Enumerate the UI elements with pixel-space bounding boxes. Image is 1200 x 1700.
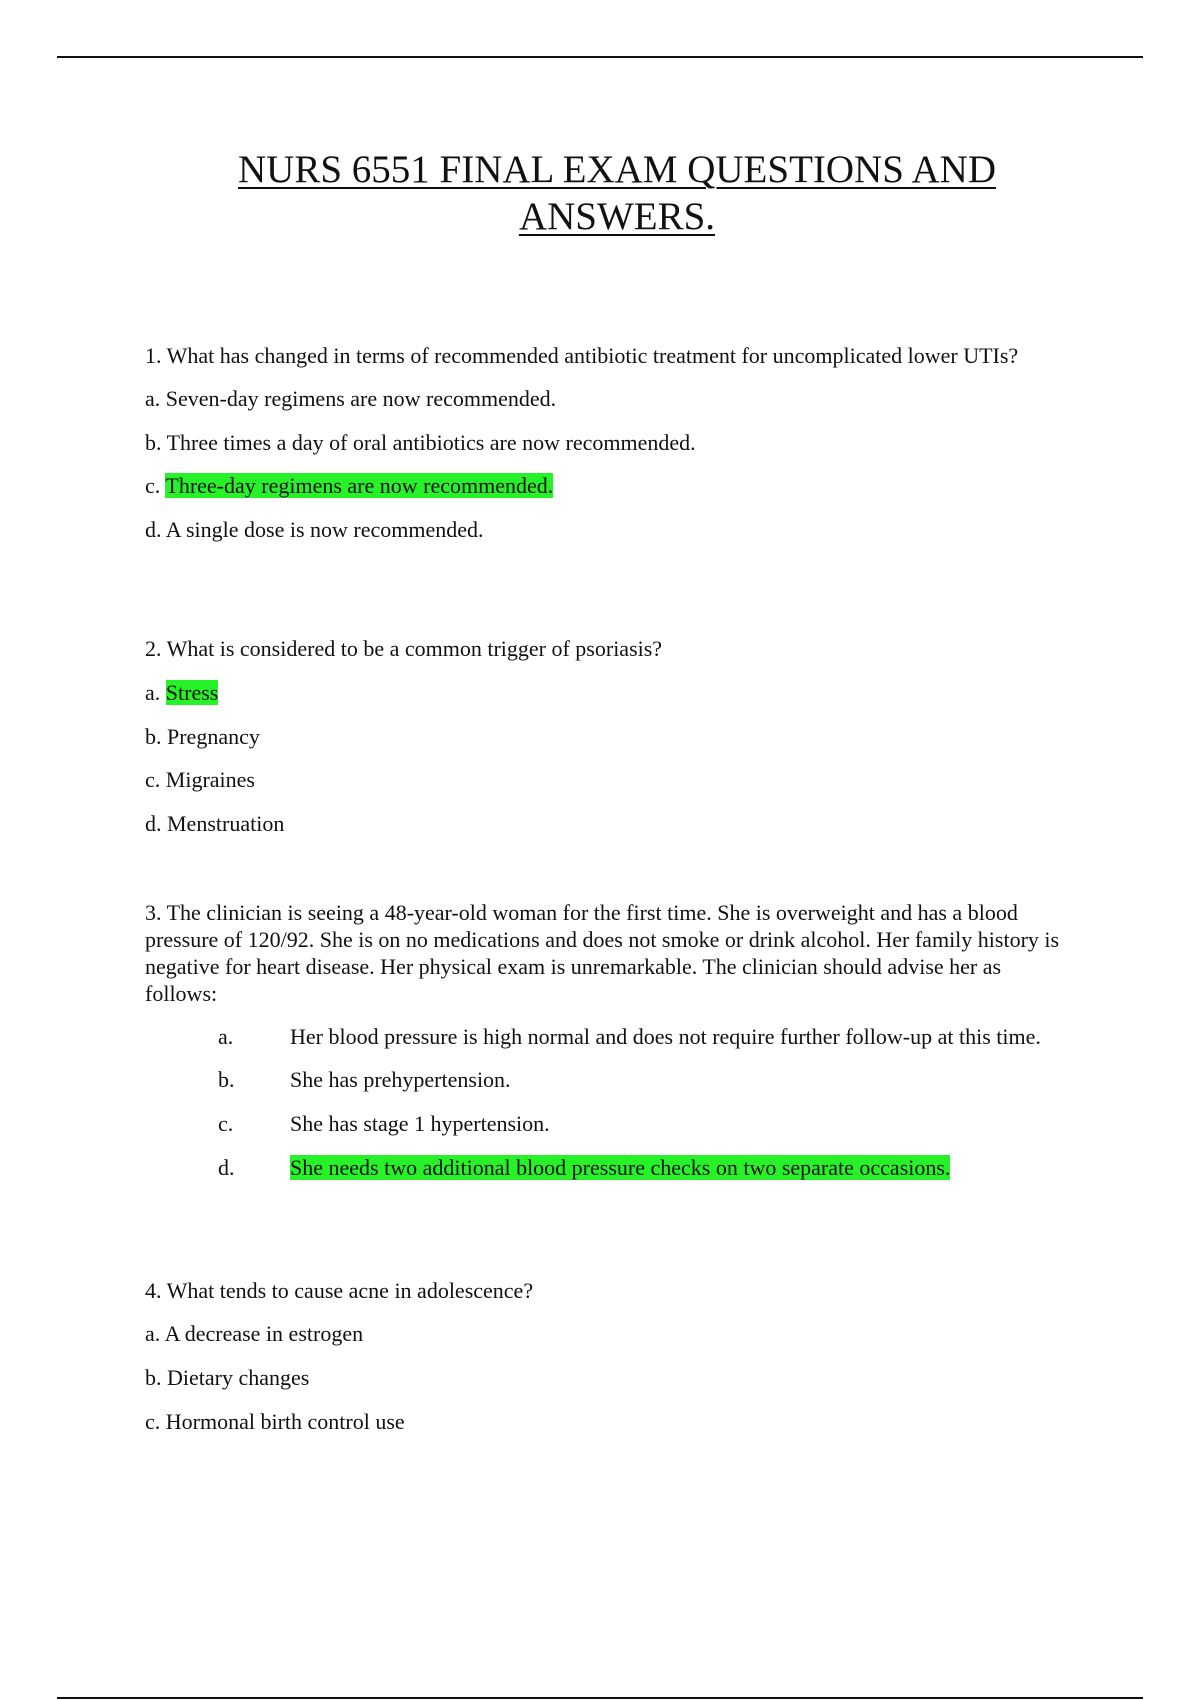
question-stem: 1. What has changed in terms of recommended antibiotic treatment for uncomplicated lower UTIs?	[145, 343, 1019, 368]
option-text: Pregnancy	[167, 724, 260, 749]
answer-option	[145, 810, 1065, 837]
option-text: Three times a day of oral antibiotics are now recommended.	[166, 430, 696, 455]
page-title	[0, 146, 1200, 240]
option-letter: c.	[145, 1409, 161, 1434]
option-letter: b.	[145, 724, 162, 749]
answer-option-correct	[145, 679, 1065, 706]
option-letter: d.	[145, 811, 162, 836]
option-letter: b.	[218, 1067, 235, 1092]
answer-option	[145, 429, 1065, 456]
footer-rule	[57, 1697, 1143, 1699]
title-line-2: ANSWERS.	[518, 195, 716, 238]
option-text: A decrease in estrogen	[164, 1321, 364, 1346]
option-letter: c.	[218, 1111, 234, 1136]
option-text: Menstruation	[167, 811, 285, 836]
option-letter: a.	[145, 386, 161, 411]
option-letter: d.	[218, 1155, 235, 1180]
option-text: Seven-day regimens are now recommended.	[165, 386, 557, 411]
answer-option	[145, 385, 1065, 412]
option-letter: b.	[145, 1365, 162, 1390]
option-text: Hormonal birth control use	[165, 1409, 405, 1434]
question-4	[145, 1277, 1065, 1435]
answer-option	[145, 1066, 1065, 1093]
option-letter: d.	[145, 517, 162, 542]
header-rule	[57, 56, 1143, 58]
option-letter: c.	[145, 473, 161, 498]
question-stem: 4. What tends to cause acne in adolescence?	[145, 1278, 534, 1303]
answer-option-correct	[145, 472, 1065, 499]
answer-option	[145, 1320, 1065, 1347]
correct-answer-highlight: Stress	[165, 680, 219, 705]
option-letter: b.	[145, 430, 162, 455]
option-text: Migraines	[165, 767, 255, 792]
option-letter: c.	[145, 767, 161, 792]
answer-option	[145, 723, 1065, 750]
answer-option	[145, 1023, 1065, 1050]
question-3	[145, 899, 1065, 1181]
answer-option-correct	[145, 1154, 1065, 1181]
question-1	[145, 342, 1065, 543]
answer-option	[145, 1408, 1065, 1435]
option-text: She has stage 1 hypertension.	[290, 1111, 550, 1136]
correct-answer-highlight: She needs two additional blood pressure checks on two separate occasions.	[290, 1155, 951, 1180]
answer-option	[145, 516, 1065, 543]
option-letter: a.	[218, 1024, 234, 1049]
question-stem: 2. What is considered to be a common trigger of psoriasis?	[145, 636, 663, 661]
answer-option	[145, 1364, 1065, 1391]
answer-option	[145, 766, 1065, 793]
correct-answer-highlight: Three-day regimens are now recommended.	[165, 473, 554, 498]
option-letter: a.	[145, 680, 161, 705]
title-line-1: NURS 6551 FINAL EXAM QUESTIONS AND	[237, 148, 996, 191]
option-text: Her blood pressure is high normal and does not require further follow-up at this time.	[290, 1024, 1041, 1049]
option-letter: a.	[145, 1321, 161, 1346]
option-text: She has prehypertension.	[290, 1067, 511, 1092]
option-text: Dietary changes	[167, 1365, 310, 1390]
question-2	[145, 635, 1065, 837]
question-stem: 3. The clinician is seeing a 48-year-old woman for the first time. She is overweight and has a blood pressure of 120/92. She is on no medications and does not smoke or drink alcohol. Her family history is negative for heart disease. Her physical exam is unremarkable. The clinician should advise her as follows:	[145, 900, 1060, 1006]
option-text: A single dose is now recommended.	[165, 517, 484, 542]
answer-option	[145, 1110, 1065, 1137]
